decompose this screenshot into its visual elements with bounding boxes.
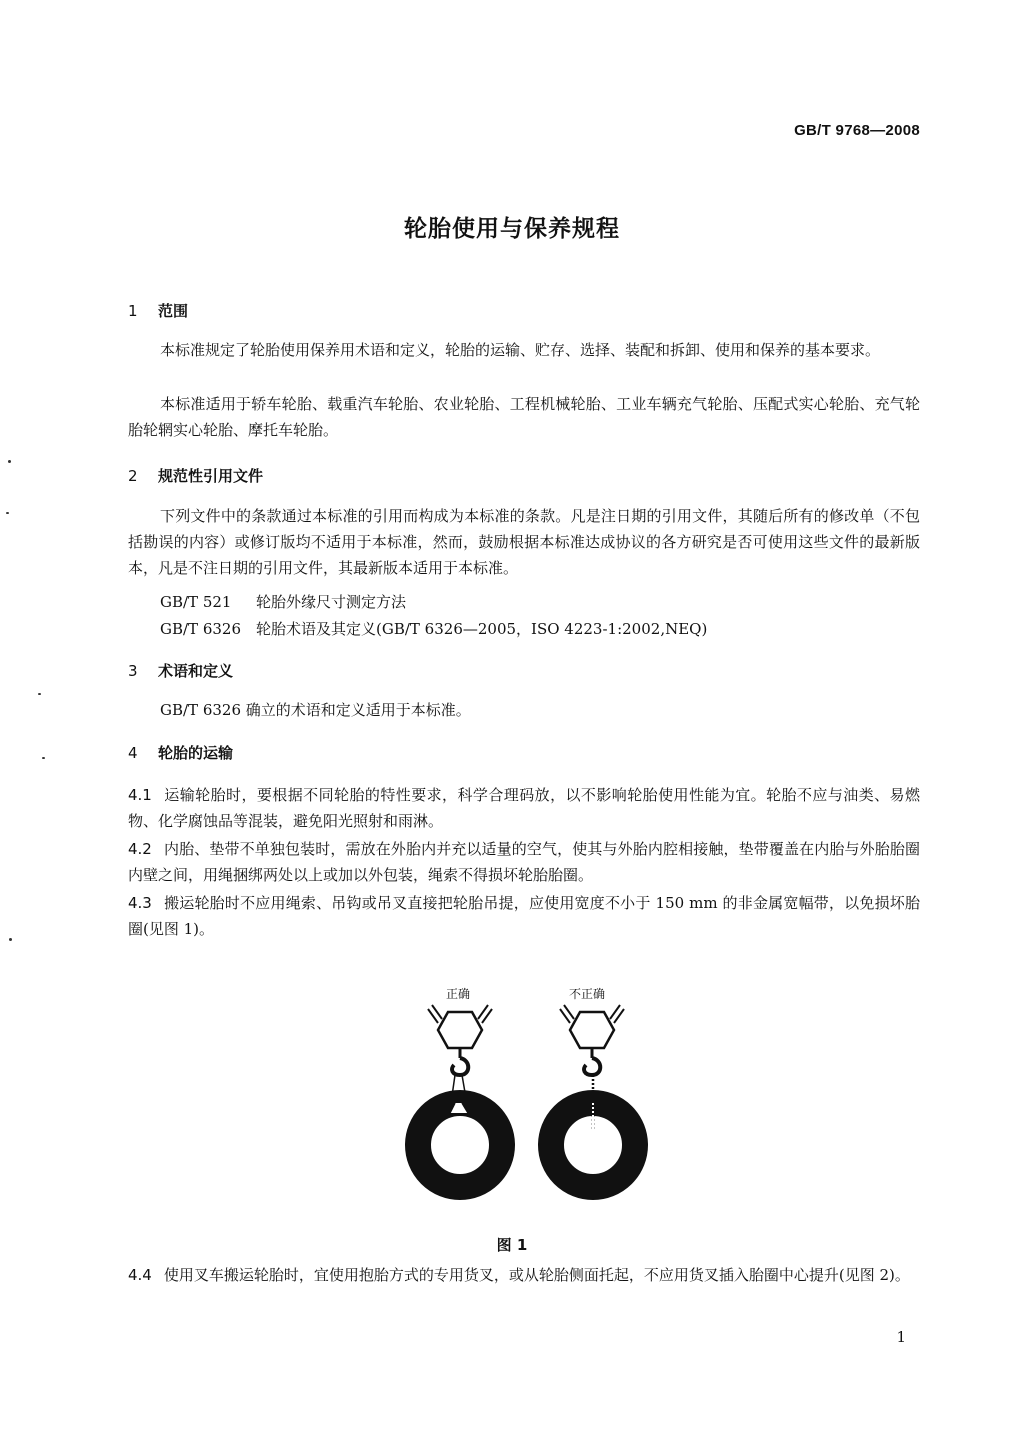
section-3-heading	[128, 660, 233, 681]
clause-number: 4.1	[128, 786, 152, 804]
section-number: 2	[128, 467, 138, 485]
section-1-paragraph-1: 本标准规定了轮胎使用保养用术语和定义，轮胎的运输、贮存、选择、装配和拆卸、使用和保养的基本要求。	[160, 341, 881, 359]
scan-speck	[8, 460, 11, 463]
scan-speck	[9, 938, 12, 941]
clause-4-3	[128, 890, 920, 942]
reference-title: 轮胎外缘尺寸测定方法	[256, 593, 407, 611]
section-2-paragraph-1: 下列文件中的条款通过本标准的引用而构成为本标准的条款。凡是注日期的引用文件，其随后所有的修改单（不包括勘误的内容）或修订版均不适用于本标准，然而，鼓励根据本标准达成协议的各方研究是否可使用这些文件的最新版本，凡是不注日期的引用文件，其最新版本适用于本标准。	[128, 507, 920, 577]
clause-4-4	[128, 1262, 920, 1288]
section-number: 4	[128, 744, 138, 762]
section-number: 3	[128, 662, 138, 680]
label-incorrect: 不正确	[569, 987, 606, 1001]
clause-text: 使用叉车搬运轮胎时，宜使用抱胎方式的专用货叉，或从轮胎侧面托起，不应用货叉插入胎圈中心提升(见图 2)。	[163, 1266, 910, 1284]
incorrect-lifting-drawing	[551, 1005, 635, 1187]
clause-4-1	[128, 782, 920, 834]
clause-text: 运输轮胎时，要根据不同轮胎的特性要求，科学合理码放，以不影响轮胎使用性能为宜。轮胎不应与油类、易燃物、化学腐蚀品等混装，避免阳光照射和雨淋。	[128, 786, 920, 830]
figure-1	[400, 985, 660, 1200]
section-title: 术语和定义	[158, 662, 234, 680]
section-2-heading	[128, 465, 263, 486]
page-number: 1	[896, 1328, 906, 1346]
clause-number: 4.4	[128, 1266, 152, 1284]
clause-number: 4.2	[128, 840, 152, 858]
reference-code: GB/T 521	[160, 593, 232, 611]
section-4-heading	[128, 742, 233, 763]
clause-4-2	[128, 836, 920, 888]
section-title: 规范性引用文件	[158, 467, 264, 485]
scan-speck	[38, 693, 41, 695]
section-1-paragraph-2: 本标准适用于轿车轮胎、载重汽车轮胎、农业轮胎、工程机械轮胎、工业车辆充气轮胎、压配式实心轮胎、充气轮胎轮辋实心轮胎、摩托车轮胎。	[128, 395, 920, 439]
section-title: 范围	[158, 302, 189, 320]
section-title: 轮胎的运输	[158, 744, 234, 762]
reference-title: 轮胎术语及其定义(GB/T 6326—2005，ISO 4223-1:2002,NEQ)	[256, 620, 708, 638]
section-number: 1	[128, 302, 138, 320]
tire-lifting-illustration	[400, 985, 660, 1200]
document-title: 轮胎使用与保养规程	[404, 216, 620, 242]
reference-item	[160, 591, 406, 612]
reference-item	[160, 618, 707, 639]
section-3-paragraph-1: GB/T 6326 确立的术语和定义适用于本标准。	[160, 701, 471, 719]
label-correct: 正确	[446, 987, 471, 1001]
clause-text: 内胎、垫带不单独包装时，需放在外胎内并充以适量的空气，使其与外胎内腔相接触，垫带覆盖在内胎与外胎胎圈内壁之间，用绳捆绑两处以上或加以外包装，绳索不得损坏轮胎胎圈。	[128, 840, 920, 884]
clause-number: 4.3	[128, 894, 152, 912]
correct-lifting-drawing	[418, 1005, 502, 1187]
clause-text: 搬运轮胎时不应用绳索、吊钩或吊叉直接把轮胎吊提，应使用宽度不小于 150 mm 的非金属宽幅带，以免损坏胎圈(见图 1)。	[128, 894, 920, 938]
figure-1-caption: 图 1	[496, 1236, 528, 1254]
reference-code: GB/T 6326	[160, 620, 242, 638]
section-1-heading	[128, 300, 188, 321]
scan-speck	[6, 512, 9, 514]
standard-code: GB/T 9768—2008	[794, 122, 920, 139]
scan-speck	[42, 757, 45, 759]
